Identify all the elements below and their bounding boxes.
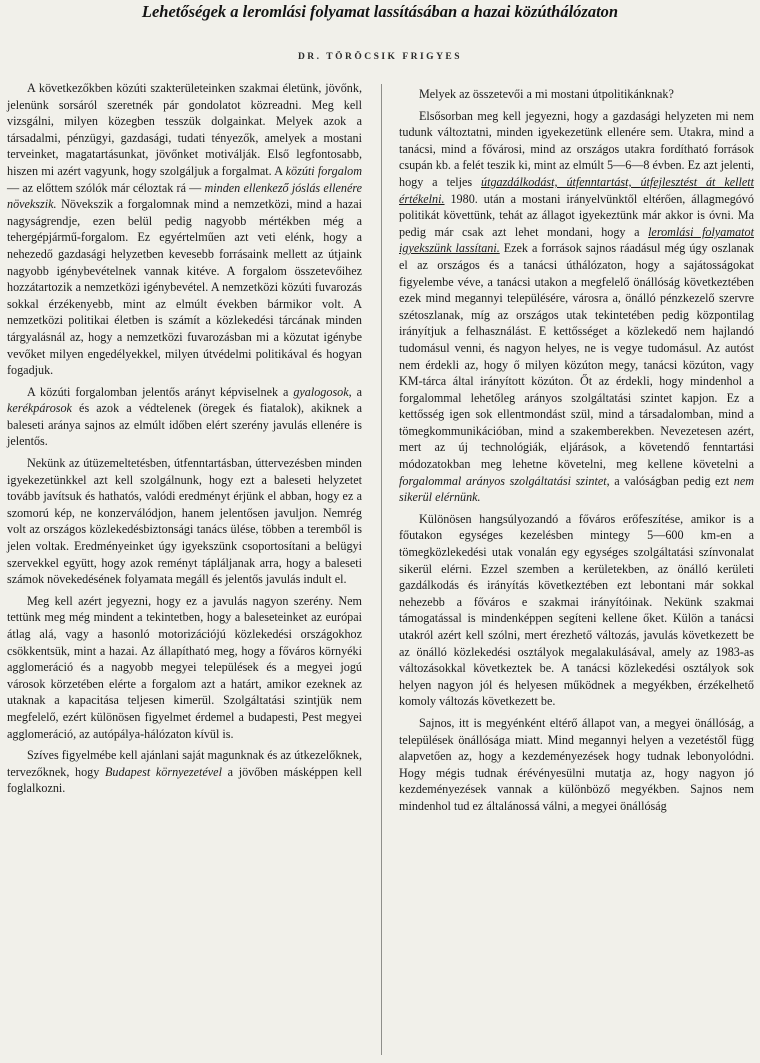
emphasis-text: gyalogosok — [293, 384, 349, 399]
text-run: — az előttem szólók már céloztak rá — — [7, 180, 205, 195]
text-run: a jövőben másképpen kell foglalkozni. — [7, 764, 363, 796]
paragraph — [7, 593, 362, 742]
emphasis-text: kerékpárosok — [7, 401, 72, 416]
article-author: DR. TÖRÖCSIK FRIGYES — [297, 52, 463, 62]
text-run: , a — [348, 384, 362, 399]
emphasis-text: leromlási folyamatot igyekszünk lassítani. — [399, 224, 754, 256]
text-run: Ezek a források sajnos ráadásul még úgy oszlanak el az országos és a tanácsi úthálózaton, hogy a sajátosságokat figyelembe véve, a tanácsi utakon a megfelelő önállóság következtében ezek mind megannyi településére, városra a, önálló pénzkezelő szervre szétoszlanak, míg az országos utak tekintetében pedig központilag irányítjuk a felhasználást. E kettősséget a közlekedő nem hajlandó tudomásul venni, és nagyon helyes, ne is vegye tudomásul. Az autóst nem érdekli az, hogy ő milyen közúton megy, tanácsi közúton, vagy KM-tárca által irányított közúton. Őt az érdekli, hogy mindenhol a forgalommal lehetőleg arányos szolgáltatási szintet kapjon. Ez a kettősség igen sok ellentmondást szül, mind a társadalomban, mind a tömegkommunikációban, mind a szakemberekben. Nevezetesen azért, mert az új technológiák, eljárások, a követendő fenntartási módozatokban meg lehetne követelni, meg kellene követelni a — [399, 241, 754, 472]
paragraph — [399, 715, 754, 815]
text-run: Meg kell azért jegyezni, hogy ez a javulás nagyon szerény. Nem tettünk meg még mindent a tekintetben, hogy a baleseteinket az európai átlag alá, vagy a hasonló motorizációjú közlekedési országokhoz csökkentsük, mint a hazai. Az állapítható meg, hogy a főváros környéki agglomeráció és a nagyobb megyei települések és a megyei jogú városok körzetében elérte a forgalom azt a határt, amikor ezeknek az utaknak a kapacitása teljesen kimerül. Szolgáltatási szintjük nem megfelelő, ezért különösen figyelmet érdemel a budapesti, Pest megyei agglomeráció, az autópálya-hálózaton kívül is. — [7, 593, 362, 741]
text-run: A közúti forgalomban jelentős arányt képviselnek a — [27, 384, 294, 399]
text-run: Elsősorban meg kell jegyezni, hogy a gazdasági helyzeten mi nem tudunk változtatni, minden igyekezetünk ellenére sem. Utakra, mind a tanácsi, mind a fővárosi, mind az országos utakra fordítható források csupán kb. a felét teszik ki, mint az elmúlt 5—6—8 évben. Ez azt jelenti, hogy a teljes — [399, 108, 755, 189]
emphasis-text: nem sikerül elérnünk. — [399, 473, 754, 505]
emphasis-text: minden ellenkező jóslás ellenére növekszik. — [7, 180, 362, 212]
text-run: Sajnos, itt is megyénként eltérő állapot van, a megyei önállóság, a települések önállósága miatt. Mind megannyi helyen a vezetéstől függ alapvetően az, hogy a kezdeményezések hogy tudnak lebonyolódni. Hogy mégis tudnak érévényesülni mutatja az, hogy nagyon jó kezdeményezések vannak a különböző megyékben. Sajnos nem mindenhol tud ez általánossá válni, a megyei önállóság — [399, 715, 754, 813]
text-run: Melyek az összetevői a mi mostani útpolitikánknak? — [419, 87, 674, 101]
paragraph — [7, 384, 362, 450]
text-run: Szíves figyelmébe kell ajánlani saját magunknak és az útkezelőknek, tervezőknek, hogy — [7, 748, 362, 779]
paragraph — [7, 747, 362, 797]
text-run: Nekünk az útüzemeltetésben, útfenntartásban, úttervezésben minden igyekezetünkkel azt kell szolgálnunk, hogy ezt a baleseti helyzetet tovább javítsuk és hathatós, valódi eredményt érjünk el abban, hogy ez a szomorú kép, ne konzerválódjon, hanem jelentősen javuljon. Nemrég volt az országos közlekedésbiztonsági tanács ülése, többen a teremből is jelen voltak. Eredményeinket úgy igyekszünk csoportosítani a belügyi szervekkel együtt, hogy azok reményt tápláljanak arra, hogy a baleseti számok növekedésének folyamata megáll és jelentős javulás indult el. — [7, 456, 362, 587]
text-run: 1980. után a mostani irányelvünktől eltérően, állagmegóvó politikát követtünk, tehát az állagot igyekeztünk már akkor is óvni. Ma pedig már csak azt lehet mondani, hogy a — [399, 191, 754, 239]
paragraph — [7, 80, 362, 379]
column-divider — [381, 84, 382, 1055]
paragraph — [399, 511, 754, 710]
right-text-column — [399, 86, 754, 820]
paragraph — [399, 108, 754, 506]
left-text-column — [7, 80, 362, 802]
paragraph — [7, 455, 362, 588]
emphasis-text: közúti forgalom — [285, 163, 362, 178]
text-run: Különösen hangsúlyozandó a főváros erőfeszítése, amikor is a főutakon egységes kezelésben mintegy 5—600 km-en a tömegközlekedési utak vonalán egy egységes szolgáltatási színvonalat sikerül elérni. Ezzel szemben a kerületekben, az önálló kerületi gazdálkodás és irányítás következtében ezt lebontani már sokkal nehezebb a főváros e szakmai irányítóinak. Nekünk szakmai támogatással is mindenképpen segíteni kellene őket. Külön a tanácsi utakról azért kell szólni, mert érezhető változás, javulás következett be az önálló közlekedési osztályok megalakulásával, amely az 1983-as változásokkal következtek be. A tanácsi közlekedési osztályok sok helyen nagyon jól és helyesen működnek a megyékben, érzékelhető komoly változás következett be. — [399, 511, 754, 709]
text-run: és azok a védtelenek (öregek és fiatalok), akiknek a baleseti aránya sajnos az elmúlt időben elért szerény javulás ellenére is jelentős. — [7, 401, 362, 449]
paragraph — [399, 86, 754, 103]
article-title: Lehetőségek a leromlási folyamat lassításában a hazai közúthálózaton — [141, 2, 619, 21]
text-run: Növekszik a forgalomnak mind a nemzetközi, mind a hazai nagyságrendje, ezen belül pedig nagyobb mértékben még a tehergépjármű-forgalom. Ez egyértelműen azt veti elénk, hogy a nehezedő gazdasági helyzetben kevesebb forrásaink mellett az útjaink nagyobb igénybevételnek vannak kitéve. A forgalom összetevőihez hozzátartozik a nemzetközi igénybevétel. A nemzetközi közúti fuvarozás sokkal érzékenyebb, mint az elmúlt években bármikor volt. A nemzetközi politikai életben is számít a közlekedési tárcának minden tárgyalásnál az, hogy a nemzetközi fuvarozásban mi a közutat igénybe vevőket milyen engedélyekkel, milyen útvédelmi politikával és hogyan fogadjuk. — [7, 197, 362, 378]
emphasis-text: útgazdálkodást, útfenntartást, útfejlesztést át kellett értékelni. — [399, 174, 754, 206]
text-run: , a valóságban pedig ezt — [606, 473, 734, 488]
text-run: A következőkben közúti szakterületeinken szakmai életünk, jövőnk, jelenünk sorsáról szeretnék pár gondolatot közreadni. Meg kell vizsgálni, milyen közegben tesszük dolgainkat. Melyek azok a társadalmi, pénzügyi, gazdasági, tudati tényezők, amelyek a mostani terveinket, magatartásunkat, jövőnket motiválják. Első legfontosabb, hiszen mi azért vagyunk, hogy szolgáljuk a forgalmat. A — [7, 81, 362, 178]
emphasis-text: forgalommal arányos szolgáltatási szintet — [399, 473, 607, 488]
emphasis-text: Budapest környezetével — [105, 764, 222, 779]
